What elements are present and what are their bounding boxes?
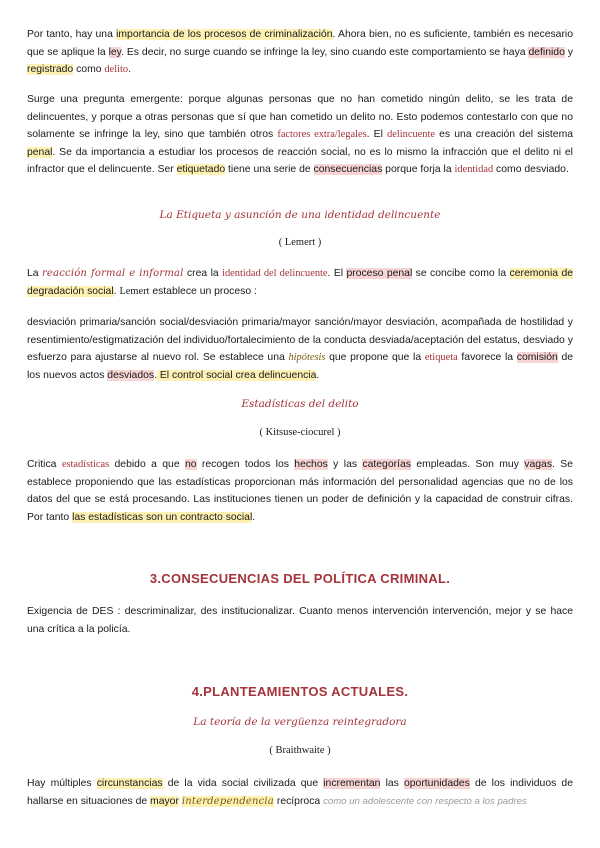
- red-term: estadísticas: [61, 459, 110, 470]
- subheading-shame: La teoría de la vergüenza reintegradora: [193, 716, 407, 728]
- section-heading-4: 4.PLANTEAMIENTOS ACTUALES.: [191, 684, 409, 699]
- highlight: penal: [27, 146, 53, 158]
- highlight: registrado: [27, 64, 74, 75]
- red-term: identidad: [454, 164, 494, 175]
- red-term: identidad del delincuente: [222, 268, 328, 279]
- section-heading-3: 3.CONSECUENCIAS DEL POLÍTICA CRIMINAL.: [149, 571, 451, 586]
- subheading-statistics: Estadísticas del delito: [241, 398, 359, 410]
- highlight: vagas: [524, 459, 553, 470]
- paragraph-deviation: desviación primaria/sanción social/desviación primaria/mayor sanción/mayor desviación, acompañada de hostilidad y resentimiento/estigmatización del individuo/fortalecimiento de la conducta desviada/aceptación del estatus, desviado y esfuerzo para ajustarse al nuevo rol. Se establece una hipótesis que propone que la etiqueta favorece la comisión de los nuevos actos desviados. El control social crea delincuencia.: [27, 317, 574, 381]
- highlight: importancia de los procesos de criminalización: [116, 29, 333, 40]
- red-term: delincuente: [387, 129, 435, 140]
- highlight: ceremonia de degradación social: [27, 268, 573, 297]
- red-term: etiqueta: [424, 352, 458, 363]
- author-kitsuse: ( Kitsuse-ciocurel ): [259, 427, 341, 438]
- highlight: comisión: [516, 352, 558, 363]
- highlight: proceso penal: [346, 268, 413, 279]
- highlight: El control social crea delincuencia: [156, 369, 317, 381]
- paragraph-statistics: Critica estadísticas debido a que no recogen todos los hechos y las categorías empleadas. Son muy vagas. Se establece proponiendo que las estadísticas proporcionan más información del personalidad agencias que no de los datos del que se está procesando. Las instituciones tienen un poder de definición y la capacidad de construir cifras. Por tanto las estadísticas son un contracto social.: [27, 459, 574, 523]
- highlight: desviados: [107, 369, 155, 381]
- highlight: etiquetado: [176, 164, 226, 175]
- highlight: hechos: [294, 459, 328, 470]
- subheading-labeling: La Etiqueta y asunción de una identidad delincuente: [159, 209, 441, 221]
- highlight: circunstancias: [96, 778, 163, 789]
- highlight: mayor: [150, 795, 179, 807]
- author-lemert: ( Lemert ): [278, 237, 322, 248]
- paragraph-lemert: La reacción formal e informal crea la identidad del delincuente. El proceso penal se concibe como la ceremonia de degradación social. Lemert establece un proceso :: [27, 268, 573, 297]
- highlight: definido: [528, 46, 565, 58]
- grey-note: como un adolescente con respecto a los padres: [323, 795, 527, 807]
- paragraph-braithwaite: Hay múltiples circunstancias de la vida social civilizada que incrementan las oportunidades de los individuos de hallarse en situaciones de mayor interdependencia recíproca como un adolescente con respecto a los padres: [27, 778, 573, 807]
- highlight: no: [184, 459, 197, 470]
- red-term: delito: [104, 64, 129, 75]
- highlight: consecuencias: [313, 164, 383, 175]
- paragraph-criminalization: Por tanto, hay una importancia de los procesos de criminalización. Ahora bien, no es suficiente, también es necesario que se aplique la ley. Es decir, no surge cuando se infringe la ley, sino cuando este comportamiento se haya definido y registrado como delito.: [27, 29, 573, 75]
- paragraph-question: Surge una pregunta emergente: porque algunas personas que no han cometido ningún delito, se les trata de delincuentes, y porque a otras personas que sí que han cometido un delito no. Esto podemos contestarlo con que no solamente se infringe la ley, sino que también otros factores extra/legales. El delincuente es una creación del sistema penal. Se da importancia a estudiar los procesos de reacción social, no es lo mismo la infracción que el delito ni el infractor que el delincuente. Ser etiquetado tiene una serie de consecuencias porque forja la identidad como desviado.: [27, 94, 574, 175]
- script-term: reacción formal e informal: [41, 268, 184, 279]
- highlight: oportunidades: [403, 778, 470, 789]
- red-term: factores extra/legales: [277, 129, 367, 140]
- highlight: incrementan: [323, 778, 381, 789]
- hypothesis-term: hipótesis: [288, 352, 326, 363]
- highlight: ley: [108, 46, 122, 58]
- paragraph-des: Exigencia de DES : descriminalizar, des institucionalizar. Cuanto menos intervención intervención, mejor y se hace una crítica a la policía.: [27, 606, 573, 635]
- highlight: categorías: [362, 459, 411, 470]
- script-term: interdependencia: [181, 795, 274, 807]
- author-braithwaite: ( Braithwaite ): [269, 745, 331, 756]
- highlight: las estadísticas son un contracto social: [72, 511, 253, 523]
